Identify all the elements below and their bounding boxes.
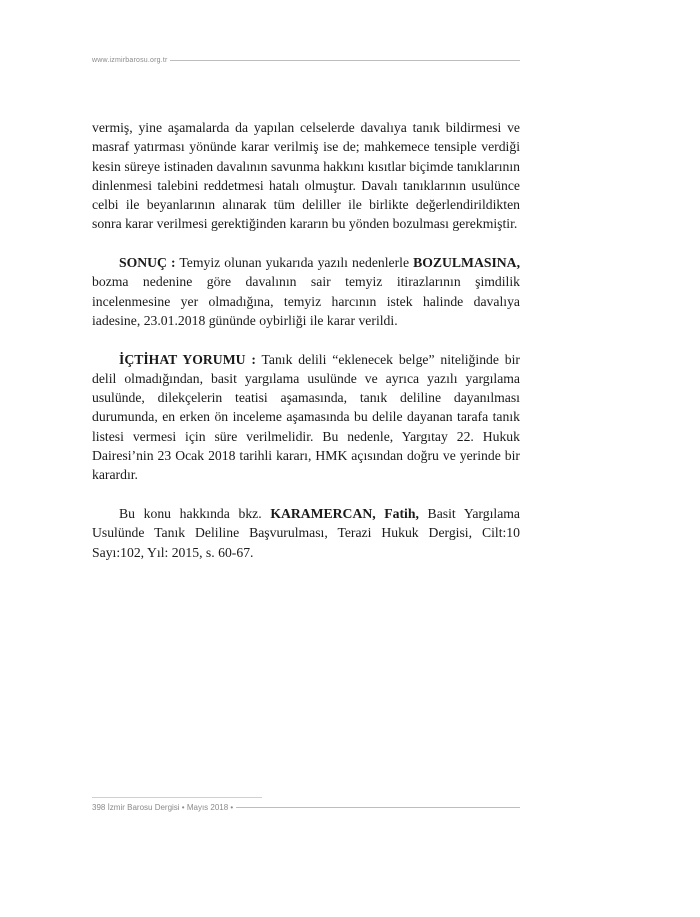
reference-author: KARAMERCAN, Fatih, — [270, 505, 419, 521]
paragraph-1: vermiş, yine aşamalarda da yapılan celselerde davalıya tanık bildirmesi ve masraf yatırması yönünde karar verilmiş ise de; mahkemece tensiple verdiği kesin süreye istinaden davalının savunma hakkını kısıtlar biçimde tanıklarının dinlenmesi talebini reddetmesi hatalı olmuştur. Davalı tanıklarının usulünce celbi ile beyanlarının alınarak tüm deliller ile birlikte değerlendirildikten sonra karar verilmesi gerektiğinden kararın bu yönden bozulması gerekmiştir. — [92, 120, 520, 232]
footer-text: 398 İzmir Barosu Dergisi • Mayıs 2018 • — [92, 802, 234, 812]
footer-accent-rule — [92, 797, 262, 798]
page-content — [92, 118, 520, 581]
paragraph-reference — [92, 504, 520, 562]
sonuc-text-a: Temyiz olunan yukarıda yazılı nedenlerle — [175, 255, 414, 271]
header-rule — [170, 60, 520, 61]
ictihat-label: İÇTİHAT YORUMU : — [119, 351, 256, 367]
sonuc-text-b: bozma nedenine göre davalının sair temyiz itirazlarının şimdilik incelenmesine yer olmadığına, temyiz harcının istek halinde davalıya iadesine, 23.01.2018 gününde oybirliği ile karar verildi. — [92, 274, 520, 328]
reference-text-a: Bu konu hakkında bkz. — [119, 505, 271, 521]
paragraph-ictihat — [92, 350, 520, 485]
sonuc-label: SONUÇ : — [119, 255, 176, 271]
footer-rule — [236, 807, 520, 808]
reference-text-b: Basit Yargılama Usulünde Tanık Deliline Başvurulması, Terazi Hukuk Dergisi, Cilt:10 Sayı:102, Yıl: 2015, s. 60-67. — [92, 505, 520, 560]
paragraph-sonuc — [92, 253, 520, 330]
page-header — [92, 54, 520, 66]
ictihat-text: Tanık delili “eklenecek belge” niteliğinde bir delil olmadığından, basit yargılama usulünde ve ayrıca yazılı yargılama usulünde, dilekçelerin teatisi aşamasında, tanık deliline dayanılması durumunda, en erken ön inceleme aşamasında bu delile dayanan tarafa tanık listesi vermesi için süre verilmelidir. Bu nedenle, Yargıtay 22. Hukuk Dairesi’nin 23 Ocak 2018 tarihli kararı, HMK açısından doğru ve yerinde bir karardır. — [92, 351, 520, 483]
page-footer — [92, 801, 520, 813]
header-url: www.izmirbarosu.org.tr — [92, 56, 168, 64]
sonuc-bold: BOZULMASINA, — [413, 255, 520, 271]
